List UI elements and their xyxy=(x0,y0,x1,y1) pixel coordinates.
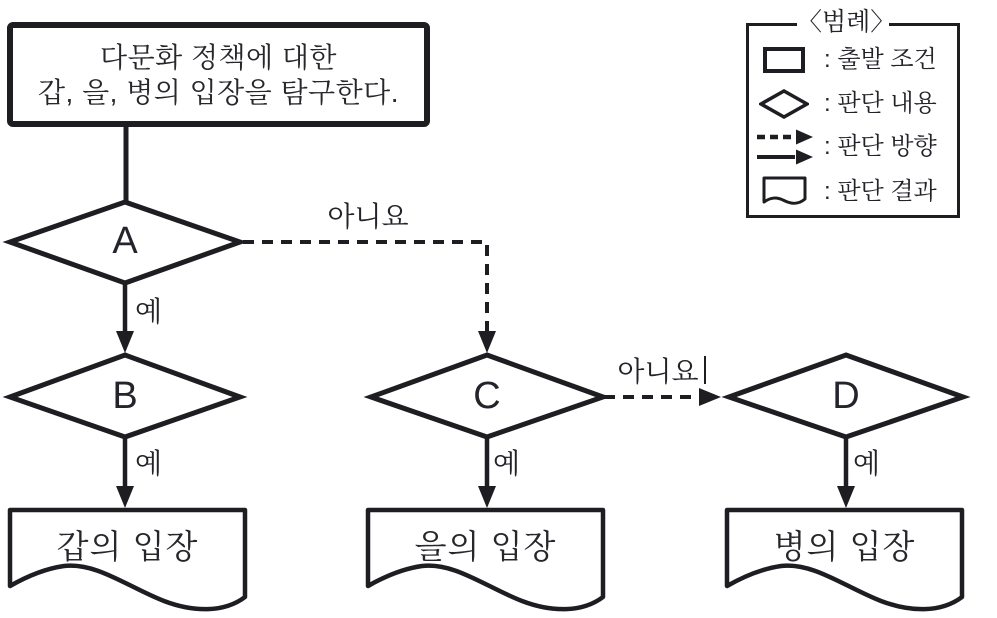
decision-a-label: A xyxy=(112,220,138,262)
start-node-line2: 갑, 을, 병의 입장을 탐구한다. xyxy=(38,76,399,108)
start-node xyxy=(7,22,430,127)
result-gap-label: 갑의 입장 xyxy=(56,528,199,565)
arrowhead-b-to-result xyxy=(116,486,134,508)
solid-arrow-head xyxy=(796,150,813,165)
legend-title: 〈범례〉 xyxy=(797,8,896,36)
document-icon-shape xyxy=(764,178,805,203)
legend-item-judgement-content: : 판단 내용 xyxy=(824,90,937,117)
result-byeong-label: 병의 입장 xyxy=(773,528,916,565)
arrowhead-a-to-c xyxy=(478,331,496,353)
rectangle-icon xyxy=(763,47,805,73)
legend-item-judgement-result: : 판단 결과 xyxy=(824,178,937,205)
document-icon xyxy=(762,176,808,207)
decision-b-label: B xyxy=(112,375,138,417)
dashed-and-solid-arrow-icon xyxy=(755,129,815,165)
arrowhead-d-to-result xyxy=(837,486,855,508)
diamond-icon-shape xyxy=(761,91,807,117)
edge-label-yes-b: 예 xyxy=(135,448,163,479)
edge-label-yes-d: 예 xyxy=(853,448,881,479)
edge-label-yes-c: 예 xyxy=(493,448,521,479)
legend-item-judgement-direction: : 판단 방향 xyxy=(824,133,937,160)
diamond-icon xyxy=(759,89,809,119)
edge-label-no-a: 아니요 xyxy=(327,201,409,232)
arrowhead-c-to-result xyxy=(478,486,496,508)
result-eul-label: 을의 입장 xyxy=(414,528,557,565)
dashed-arrow-head xyxy=(796,130,813,145)
edge-label-no-c: 아니요 xyxy=(617,356,699,387)
decision-c-label: C xyxy=(473,375,501,417)
stray-mark xyxy=(704,356,706,384)
edge-a-to-c-dashed xyxy=(243,242,487,334)
edge-label-yes-a: 예 xyxy=(135,296,163,327)
decision-d-label: D xyxy=(832,375,860,417)
legend-item-start-condition: : 출발 조건 xyxy=(824,46,937,73)
arrowhead-c-to-d xyxy=(699,388,721,406)
arrowhead-a-to-b xyxy=(116,331,134,353)
start-node-line1: 다문화 정책에 대한 xyxy=(100,41,337,73)
